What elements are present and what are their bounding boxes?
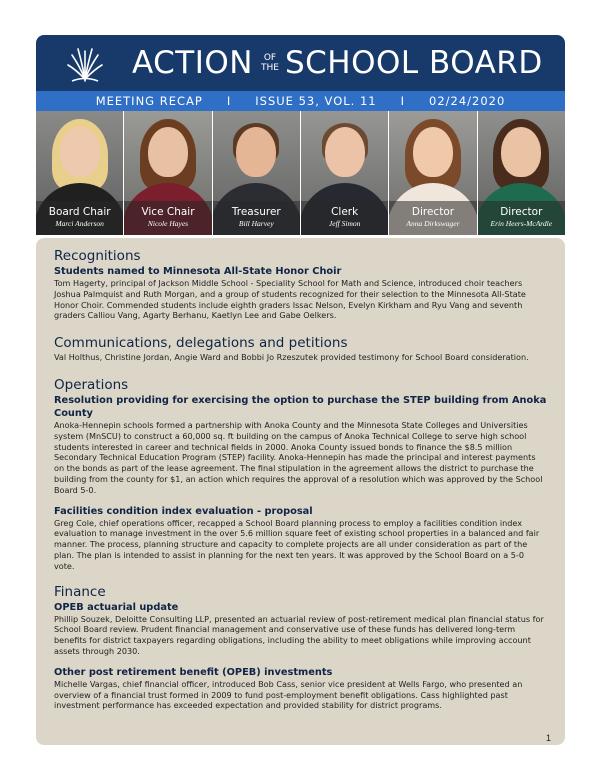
separator: I: [226, 94, 232, 108]
recap-item: [54, 666, 547, 711]
item-title: OPEB actuarial update: [54, 601, 179, 613]
member-caption: [213, 201, 300, 235]
board-members-strip: [36, 111, 565, 235]
member-role: Clerk: [331, 206, 359, 218]
item-body: Greg Cole, chief operations officer, recapped a School Board planning process to employ a facilities condition index evaluation to manage investment in the over 5.6 million square feet of existing school properties in a balanced and fair manner. The process, planning structure and capacity to complete projects are all under consideration as part of the plan. The plan is intended to assist in planning for the next ten years. It was approved by the School Board on a 5-0 vote.: [54, 517, 540, 571]
member-name: Erin Heers-McArdle: [490, 219, 553, 228]
member-role: Vice Chair: [141, 206, 195, 218]
board-member-photo: [124, 111, 212, 235]
board-member-photo: [213, 111, 301, 235]
board-member-photo: [301, 111, 389, 235]
separator: I: [400, 94, 405, 108]
meeting-info-bar: [36, 91, 565, 111]
masthead: [36, 35, 565, 91]
item-body: Michelle Vargas, chief financial officer, introduced Bob Cass, senior vice president at Wells Fargo, who presented an overview of a financial trust formed in 2009 to fund post-employment benefit obligations. Cass highlighted past investment performance has exceeded expectation and provided stability for district programs.: [54, 678, 523, 711]
item-body: Tom Hagerty, principal of Jackson Middle School - Speciality School for Math and Science, introduced choir teachers Joshua Palmquist and Ruth Morgan, and a group of students recognized for their selection to the Minnesota All-State Honor Choir. Commended students include eighth graders Issac Nelson, Evelyn Kirkham and Ryu Vang and seventh graders Calliou Vang, Agarty Berhanu, Kaetlyn Lee and Gabe Oelkers.: [54, 278, 526, 321]
board-member-photo: [36, 111, 124, 235]
item-title: Other post retirement benefit (OPEB) investments: [54, 666, 333, 678]
item-body: Anoka-Hennepin schools formed a partnership with Anoka County and the Minnesota State Colleges and Universities system (MnSCU) to construct a 60,000 sq. ft building on the campus of Anoka Technical College to serve high school students interested in career and technical fields in 2000. Anoka County issued bonds to finance the $8.5 million Secondary Technical Education Program (STEP) facility. Anoka-Hennepin has made the principal and interest payments on the bonds as part of the lease agreement. The final stipulation in the agreement allows the district to purchase the building from the county for $1, an action which requires the approval of a resolution which was approved by the School Board 5-0.: [54, 419, 543, 495]
board-member-photo: [389, 111, 477, 235]
recap-content: [36, 238, 565, 745]
member-role: Director: [411, 206, 455, 218]
recap-item: [54, 505, 547, 572]
member-name: Anna Dirkswager: [406, 219, 460, 228]
item-body: Phillip Souzek, Deloitte Consulting LLP, presented an actuarial review of post-retirement medical plan financial status for School Board review. Prudent financial management and conservative use of these funds has delivered long-term benefits for district taxpayers regarding obligations, including the ability to meet obligations while improving account assets through 2030.: [54, 613, 544, 656]
item-title: Students named to Minnesota All-State Honor Choir: [54, 266, 342, 277]
meeting-recap-label: MEETING RECAP: [95, 94, 203, 108]
section-heading: Communications, delegations and petitions: [54, 335, 348, 352]
member-role: Treasurer: [231, 206, 281, 218]
member-role: Director: [500, 206, 543, 218]
title-action: ACTION: [132, 44, 253, 81]
masthead-title: [132, 43, 543, 83]
recap-item: [54, 265, 547, 321]
member-role: Board Chair: [48, 206, 111, 218]
meeting-date: 02/24/2020: [429, 94, 506, 108]
item-title: Facilities condition index evaluation - proposal: [54, 505, 313, 517]
member-name: Bill Harvey: [238, 219, 274, 228]
board-member-photo: [478, 111, 565, 235]
page-number: 1: [546, 733, 552, 743]
member-caption: [389, 201, 476, 235]
member-name: Jeff Simon: [328, 219, 361, 228]
recap-item: [54, 601, 547, 657]
recap-item: [54, 394, 547, 496]
item-body: Val Holthus, Christine Jordan, Angie Ward and Bobbi Jo Rzeszutek provided testimony for School Board consideration.: [54, 352, 529, 363]
member-caption: [124, 201, 211, 235]
title-of-the: [261, 53, 279, 73]
wheat-logo-icon: [66, 43, 104, 83]
item-title: Resolution providing for exercising the option to purchase the STEP building from Anoka County: [54, 394, 547, 419]
member-name: Marci Anderson: [55, 219, 104, 228]
issue-label: ISSUE 53, VOL. 11: [255, 94, 377, 108]
member-caption: [478, 201, 565, 235]
section-recognitions: [54, 248, 547, 321]
title-school-board: SCHOOL BOARD: [284, 44, 543, 81]
section-operations: [54, 377, 547, 572]
section-communications: [54, 335, 547, 363]
title-the: THE: [260, 63, 279, 73]
section-heading: Finance: [54, 583, 106, 600]
member-name: Nicole Hayes: [147, 219, 189, 228]
member-caption: [301, 201, 388, 235]
section-heading: Recognitions: [54, 248, 141, 264]
title-of: OF: [263, 53, 277, 63]
member-caption: [36, 201, 123, 235]
section-finance: [54, 584, 547, 712]
section-heading: Operations: [54, 376, 129, 393]
